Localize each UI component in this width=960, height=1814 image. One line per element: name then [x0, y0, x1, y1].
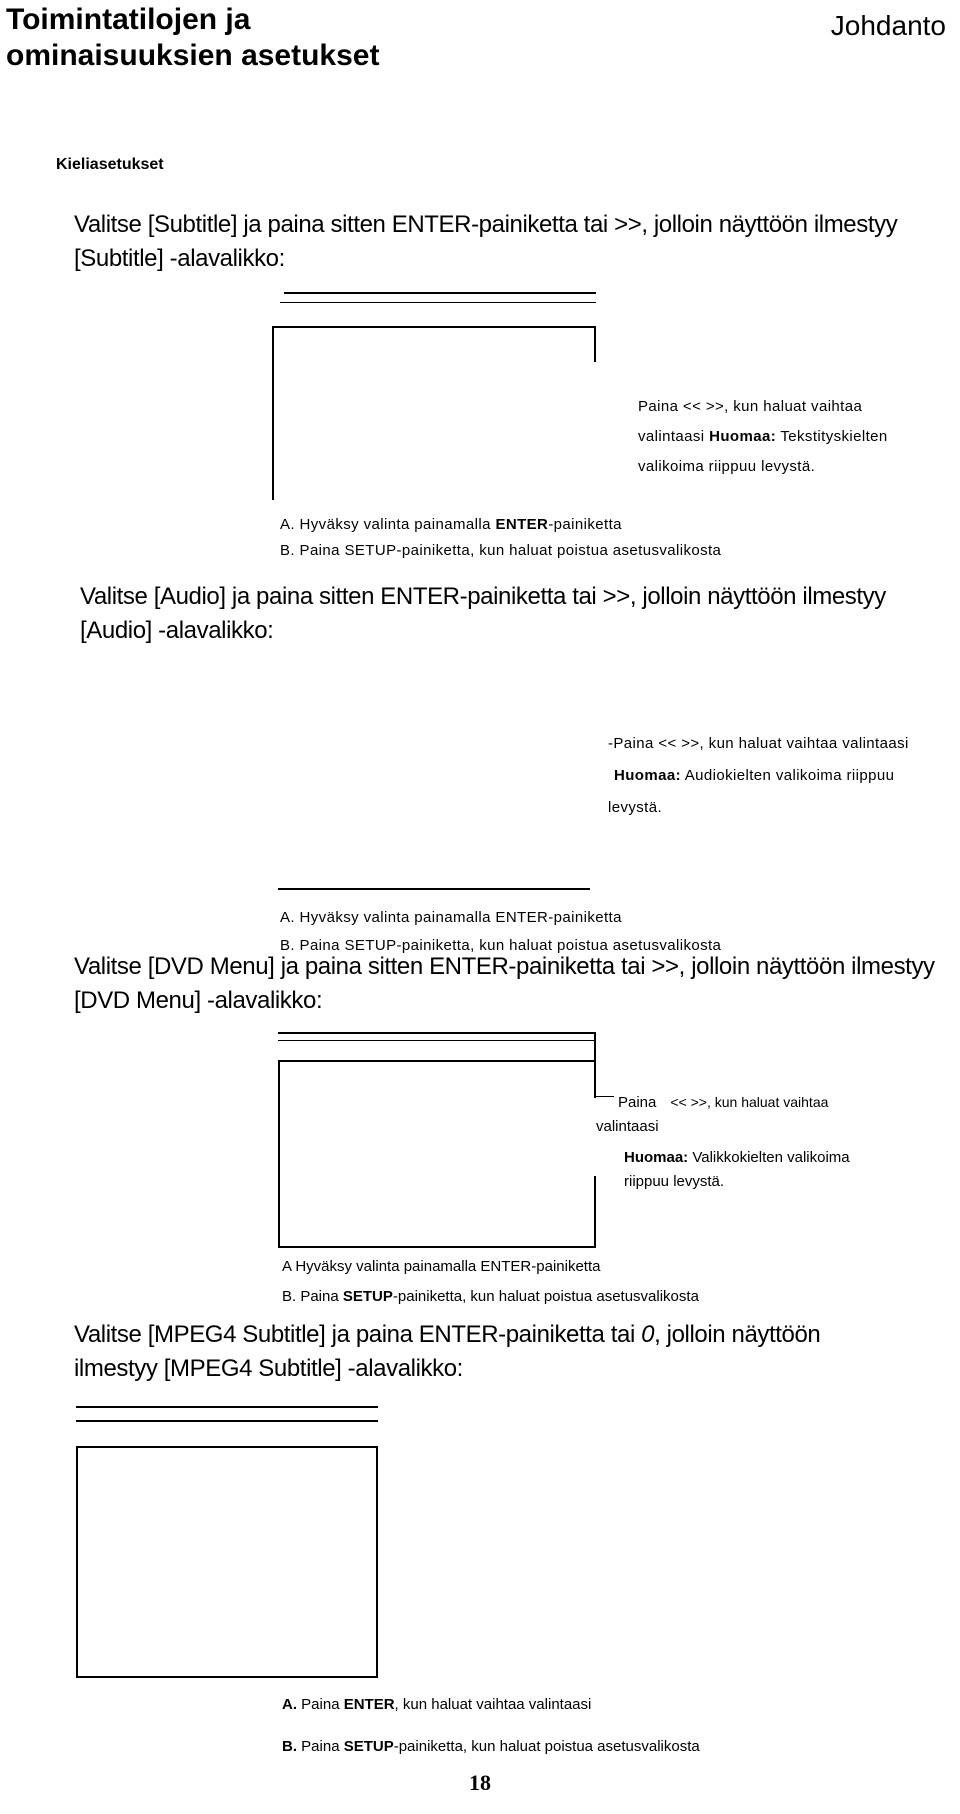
- step-text: -painiketta, kun haluat poistua asetusvalikosta: [393, 1738, 700, 1755]
- note-bold: Huomaa:: [709, 428, 777, 445]
- chapter-label: Johdanto: [830, 10, 946, 41]
- dvd-menu-note-line-4: riippuu levystä.: [624, 1173, 725, 1190]
- step-bold: SETUP: [342, 1288, 393, 1305]
- frame-right-edge: [376, 1446, 378, 1678]
- audio-step-a: A. Hyväksy valinta painamalla ENTER-painiketta: [280, 909, 622, 926]
- frame-top-line-2: [278, 1040, 594, 1041]
- title-line-1: Toimintatilojen ja: [6, 3, 251, 36]
- frame-right-edge-bottom: [594, 1176, 596, 1246]
- step-bold: ENTER: [343, 1696, 395, 1713]
- step-text: Paina: [297, 1738, 344, 1755]
- subtitle-heading-line-2: [Subtitle] -alavalikko:: [74, 245, 285, 272]
- frame-top-line-2: [76, 1420, 378, 1422]
- audio-note-line-2: [608, 760, 909, 792]
- audio-step-b: B. Paina SETUP-painiketta, kun haluat poistua asetusvalikosta: [280, 937, 722, 954]
- heading-italic: 0: [641, 1321, 655, 1348]
- audio-heading-line-2: [Audio] -alavalikko:: [80, 617, 274, 644]
- frame-bottom-line: [278, 1246, 596, 1248]
- step-text: -painiketta: [548, 516, 622, 533]
- frame-left-edge: [272, 326, 274, 500]
- dvd-menu-step-b: [282, 1282, 699, 1312]
- frame-top-line: [76, 1406, 378, 1408]
- audio-note-line-3: levystä.: [608, 799, 663, 816]
- section-label: Kieliasetukset: [56, 156, 164, 173]
- subtitle-heading: [74, 208, 897, 276]
- dvd-menu-note-line-1: [596, 1090, 828, 1115]
- heading-text: , jolloin näyttöön: [654, 1321, 821, 1348]
- audio-heading: [80, 580, 886, 648]
- mpeg4-heading: [74, 1318, 820, 1386]
- frame-top-line: [284, 292, 596, 294]
- step-label: A.: [282, 1696, 297, 1713]
- page-number: 18: [469, 1770, 491, 1795]
- step-text: Paina: [297, 1696, 344, 1713]
- step-text: -painiketta, kun haluat poistua asetusvalikosta: [392, 1288, 699, 1305]
- frame-header-line: [278, 1060, 594, 1062]
- frame-right-edge: [594, 326, 596, 362]
- step-text: B. Paina: [282, 1288, 343, 1305]
- note-bold: Huomaa:: [624, 1149, 689, 1166]
- mpeg4-step-a: [282, 1684, 700, 1726]
- step-label: B.: [282, 1738, 297, 1755]
- mpeg4-heading-line-1: [74, 1318, 820, 1352]
- subtitle-note: [638, 392, 888, 482]
- dvd-menu-step-a: A Hyväksy valinta painamalla ENTER-painiketta: [282, 1258, 601, 1275]
- subtitle-heading-line-1: Valitse [Subtitle] ja paina sitten ENTER-painiketta tai >>, jolloin näyttöön ilmestyy: [74, 211, 898, 238]
- dvd-menu-heading-line-1: Valitse [DVD Menu] ja paina sitten ENTER-painiketta tai >>, jolloin näyttöön ilmestyy: [74, 953, 935, 980]
- dvd-menu-note-2: [624, 1146, 850, 1194]
- subtitle-step-b: B. Paina SETUP-painiketta, kun haluat poistua asetusvalikosta: [280, 542, 722, 559]
- step-text: , kun haluat vaihtaa valintaasi: [394, 1696, 592, 1713]
- mpeg4-step-b: [282, 1726, 700, 1768]
- dvd-menu-note: [596, 1090, 828, 1139]
- note-text: << >>, kun haluat vaihtaa: [670, 1094, 829, 1110]
- heading-text: Valitse [MPEG4 Subtitle] ja paina ENTER-painiketta tai: [74, 1321, 642, 1348]
- dvd-menu-heading-line-2: [DVD Menu] -alavalikko:: [74, 987, 323, 1014]
- note-text: Audiokielten valikoima riippuu: [680, 767, 895, 784]
- subtitle-step-a: [280, 512, 721, 538]
- frame-top-line: [278, 1032, 594, 1034]
- dvd-menu-note-line-2: valintaasi: [596, 1118, 659, 1135]
- title-line-2: ominaisuuksien asetukset: [6, 39, 380, 72]
- note-text: Valikkokielten valikoima: [688, 1149, 850, 1166]
- dvd-menu-steps: [282, 1252, 699, 1312]
- note-text: valintaasi: [638, 428, 710, 445]
- note-text: Tekstityskielten: [776, 428, 888, 445]
- dvd-menu-note-line-3: [624, 1146, 850, 1170]
- frame-header-line: [272, 326, 596, 328]
- subtitle-note-line-1: Paina << >>, kun haluat vaihtaa: [638, 398, 863, 415]
- audio-note-line-1: -Paina << >>, kun haluat vaihtaa valintaasi: [608, 735, 909, 752]
- frame-top-line-2: [280, 302, 596, 303]
- audio-divider: [278, 888, 590, 890]
- subtitle-note-line-3: valikoima riippuu levystä.: [638, 458, 816, 475]
- mpeg4-heading-line-2: ilmestyy [MPEG4 Subtitle] -alavalikko:: [74, 1355, 463, 1382]
- page-title: [6, 2, 526, 74]
- note-bold: Huomaa:: [614, 767, 681, 784]
- frame-left-edge: [76, 1446, 78, 1678]
- frame-right-edge-top: [594, 1032, 596, 1098]
- step-text: A. Hyväksy valinta painamalla: [280, 516, 496, 533]
- frame-left-edge: [278, 1060, 280, 1246]
- step-bold: SETUP: [343, 1738, 394, 1755]
- step-bold: ENTER: [495, 516, 549, 533]
- frame-bottom-line: [76, 1676, 378, 1678]
- dvd-menu-heading: [74, 950, 935, 1018]
- audio-heading-line-1: Valitse [Audio] ja paina sitten ENTER-painiketta tai >>, jolloin näyttöön ilmestyy: [80, 583, 886, 610]
- subtitle-note-line-2: [638, 422, 888, 452]
- subtitle-steps: [280, 512, 721, 564]
- frame-header-line: [76, 1446, 378, 1448]
- note-text: Paina: [618, 1094, 657, 1111]
- mpeg4-steps: [282, 1684, 700, 1768]
- audio-note: [608, 728, 909, 824]
